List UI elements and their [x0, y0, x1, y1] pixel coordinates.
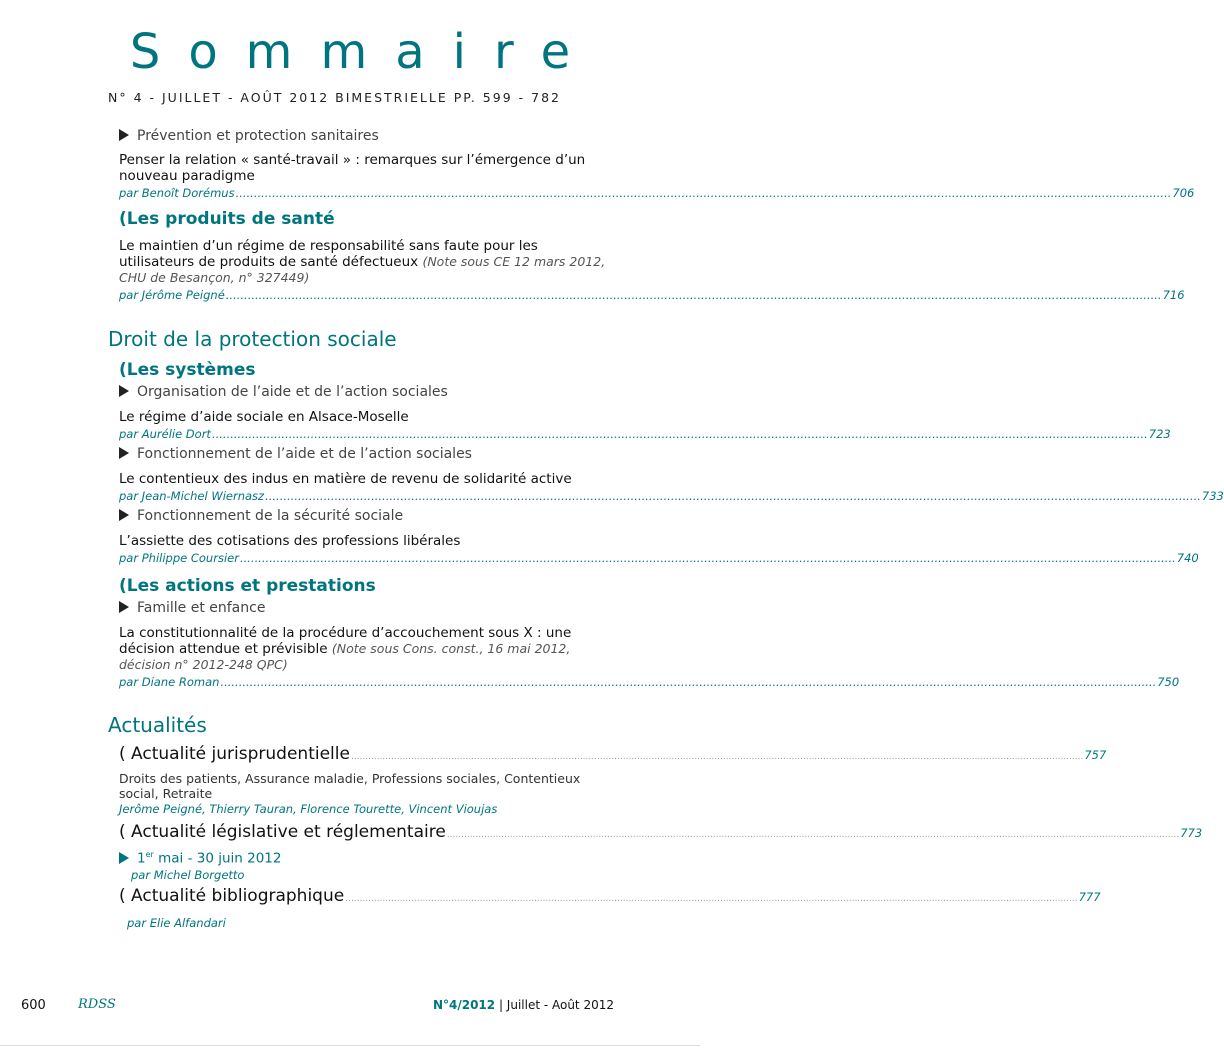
article-title[interactable]: La constitutionnalité de la procédure d’accouchement sous X : une décision attendue et prévisible (Note sous Cons. const., 16 mai 2012, décision n° 2012-248 QPC) — [119, 625, 572, 672]
article-title[interactable]: Penser la relation « santé-travail » : remarques sur l’émergence d’un nouveau paradigme — [119, 152, 586, 184]
article-title[interactable]: Le maintien d’un régime de responsabilité sans faute pour les utilisateurs de produits de santé défectueux (Note sous CE 12 mars 2012, CHU de Besançon, n° 327449) — [119, 238, 606, 285]
leader-dots — [351, 752, 1083, 762]
article-title[interactable]: L’assiette des cotisations des professions libérales — [119, 533, 461, 549]
page-ref[interactable]: 706 — [1172, 186, 1195, 200]
actualite-description: Droits des patients, Assurance maladie, Professions sociales, Contentieux social, Retraite — [119, 771, 581, 801]
actualite-authors: Jerôme Peigné, Thierry Tauran, Florence Tourette, Vincent Vioujas — [119, 802, 498, 816]
triangle-bullet-icon — [119, 509, 129, 521]
leader-dots — [220, 675, 1156, 689]
article-byline: par Benoît Dorémus ..... 706 — [119, 186, 613, 200]
article-byline: par Philippe Coursier ..... 740 — [119, 551, 613, 565]
leader-dots — [447, 830, 1179, 840]
triangle-bullet-icon — [119, 129, 129, 141]
sub-rubric-fonctionnement-aide: Fonctionnement de l’aide et de l’action sociales — [119, 446, 472, 462]
page-ref[interactable]: 723 — [1148, 427, 1171, 441]
issue-subtitle: N° 4 - JUILLET - AOÛT 2012 BIMESTRIELLE PP. 599 - 782 — [108, 90, 561, 105]
footer-page-number: 600 — [21, 998, 46, 1013]
actualite-bibliographique[interactable]: ( Actualité bibliographique ..... 777 — [119, 886, 613, 906]
triangle-bullet-icon — [119, 385, 129, 397]
article-note: (Note sous Cons. const., 16 mai 2012, décision n° 2012-248 QPC) — [119, 641, 571, 672]
article-title[interactable]: Le régime d’aide sociale en Alsace-Moselle — [119, 409, 409, 425]
sub-rubric-prevention: Prévention et protection sanitaires — [119, 128, 379, 144]
page-ref[interactable]: 733 — [1201, 489, 1224, 503]
sub-rubric-famille: Famille et enfance — [119, 600, 265, 616]
actualite-jurisprudentielle[interactable]: ( Actualité jurisprudentielle ..... 757 — [119, 744, 613, 764]
footer-divider — [0, 1045, 700, 1046]
sub-rubric-fonctionnement-securite: Fonctionnement de la sécurité sociale — [119, 508, 403, 524]
rubric-produits-de-sante: (Les produits de santé — [119, 209, 335, 229]
triangle-bullet-icon — [119, 852, 129, 864]
article-title[interactable]: Le contentieux des indus en matière de revenu de solidarité active — [119, 471, 572, 487]
rubric-systemes: (Les systèmes — [119, 360, 256, 380]
leader-dots — [240, 551, 1176, 565]
leader-dots — [236, 186, 1172, 200]
leader-dots — [226, 288, 1162, 302]
leader-dots — [265, 489, 1201, 503]
leader-dots — [212, 427, 1148, 441]
triangle-bullet-icon — [119, 447, 129, 459]
article-byline: par Jean-Michel Wiernasz ..... 733 — [119, 489, 613, 503]
actualite-author: par Elie Alfandari — [127, 916, 226, 930]
sub-rubric-organisation: Organisation de l’aide et de l’action sociales — [119, 384, 448, 400]
article-byline: par Diane Roman ..... 750 — [119, 675, 613, 689]
page-ref[interactable]: 777 — [1078, 890, 1101, 904]
section-heading-actualites: Actualités — [108, 713, 207, 737]
actualite-author: par Michel Borgetto — [131, 868, 245, 882]
actualite-legislative[interactable]: ( Actualité législative et réglementaire ..... 773 — [119, 822, 613, 842]
leader-dots — [345, 894, 1077, 904]
page-ref[interactable]: 757 — [1084, 748, 1107, 762]
page-ref[interactable]: 773 — [1180, 826, 1203, 840]
article-byline: par Aurélie Dort ..... 723 — [119, 427, 613, 441]
page-ref[interactable]: 750 — [1157, 675, 1180, 689]
footer-issue-info: N°4/2012 | Juillet - Août 2012 — [432, 998, 614, 1012]
page-title: Sommaire — [129, 24, 599, 80]
period-range: 1er mai - 30 juin 2012 — [119, 850, 281, 867]
rdss-logo-text: RDSS — [78, 997, 116, 1012]
article-byline: par Jérôme Peigné ..... 716 — [119, 288, 613, 302]
section-heading-droit: Droit de la protection sociale — [108, 327, 397, 351]
page-ref[interactable]: 740 — [1176, 551, 1199, 565]
page-ref[interactable]: 716 — [1162, 288, 1185, 302]
triangle-bullet-icon — [119, 601, 129, 613]
rdss-logo — [78, 993, 116, 1013]
rubric-actions-prestations: (Les actions et prestations — [119, 576, 376, 596]
article-note: (Note sous CE 12 mars 2012, CHU de Besançon, n° 327449) — [119, 254, 606, 285]
